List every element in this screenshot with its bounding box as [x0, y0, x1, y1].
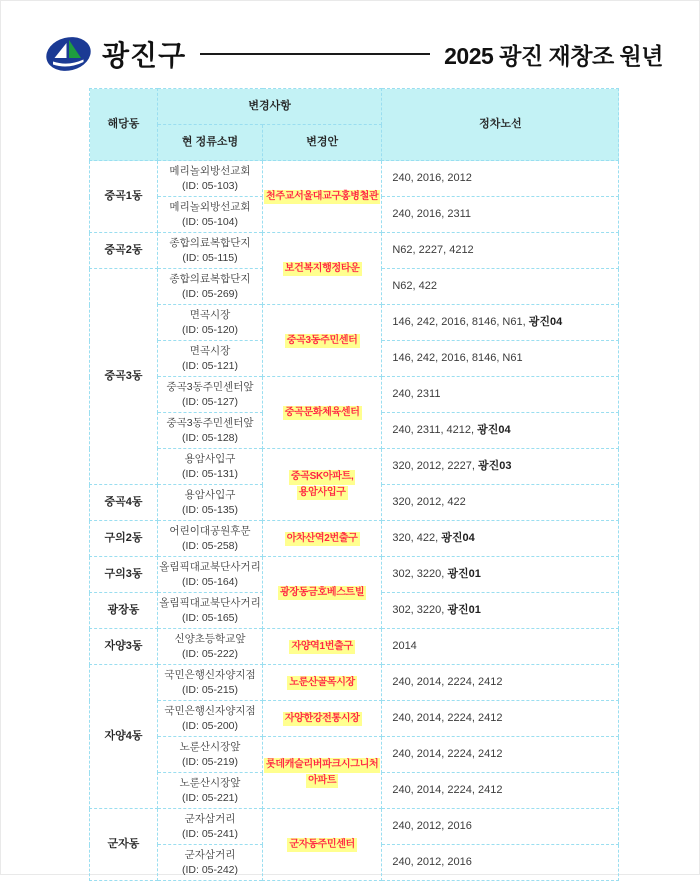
stop-id: (ID: 05-165) [181, 611, 239, 624]
routes-cell [382, 845, 619, 881]
stop-id: (ID: 05-128) [181, 431, 239, 444]
proposal-text: 중곡SK아파트, [289, 470, 356, 485]
table-row [90, 521, 619, 557]
proposal-text: 보건복지행정타운 [283, 262, 362, 277]
header-rule [200, 53, 430, 55]
table-row [90, 737, 619, 773]
stop-name: 면곡시장 [189, 309, 231, 322]
stop-cell [158, 773, 263, 809]
routes-bold-text: 광진04 [477, 424, 511, 437]
stop-cell [158, 809, 263, 845]
table-row [90, 557, 619, 593]
routes-cell [382, 701, 619, 737]
dong-cell: 중곡1동 [90, 161, 158, 233]
routes-cell [382, 233, 619, 269]
routes-text: 2014 [392, 640, 417, 653]
routes-cell [382, 593, 619, 629]
routes-cell [382, 809, 619, 845]
routes-text: 240, 2311, 4212, [392, 424, 478, 437]
dong-cell: 광장동 [90, 593, 158, 629]
stop-name: 종합의료복합단지 [169, 237, 251, 250]
stop-cell [158, 593, 263, 629]
routes-cell [382, 269, 619, 305]
proposal-text: 자양한강전통시장 [283, 712, 362, 727]
stop-id: (ID: 05-135) [181, 503, 239, 516]
stop-cell [158, 737, 263, 773]
routes-cell [382, 629, 619, 665]
table-row [90, 449, 619, 485]
stop-id: (ID: 05-127) [181, 395, 239, 408]
routes-text: 240, 2016, 2311 [392, 208, 472, 221]
table-row [90, 665, 619, 701]
stop-cell [158, 413, 263, 449]
stop-id: (ID: 05-104) [181, 215, 239, 228]
proposal-text: 자양역1번출구 [289, 640, 354, 655]
routes-bold-text: 광진04 [528, 316, 563, 329]
routes-text: 240, 2014, 2224, 2412 [392, 784, 503, 797]
stop-id: (ID: 05-131) [181, 467, 239, 480]
stop-id: (ID: 05-269) [181, 287, 239, 300]
routes-cell [382, 665, 619, 701]
dong-cell: 중곡2동 [90, 233, 158, 269]
stop-id: (ID: 05-221) [181, 791, 239, 804]
col-header-proposal: 변경안 [263, 125, 382, 161]
stop-name: 메리놀외방선교회 [169, 165, 251, 178]
table-row [90, 161, 619, 197]
routes-text: 146, 242, 2016, 8146, N61, [392, 316, 529, 329]
proposal-text: 중곡문화체육센터 [283, 406, 362, 421]
routes-text: 240, 2014, 2224, 2412 [392, 712, 503, 725]
stop-cell [158, 269, 263, 305]
stop-cell [158, 485, 263, 521]
col-header-dong: 해당동 [90, 89, 158, 161]
stop-name: 용암사입구 [184, 453, 236, 466]
proposal-text: 아차산역2번출구 [285, 532, 360, 547]
table-row [90, 809, 619, 845]
stop-cell [158, 341, 263, 377]
dong-cell: 구의3동 [90, 557, 158, 593]
routes-text: N62, 422 [392, 280, 437, 293]
stop-id: (ID: 05-242) [181, 863, 239, 876]
stop-id: (ID: 05-215) [181, 683, 239, 696]
stop-cell [158, 449, 263, 485]
stop-id: (ID: 05-258) [181, 539, 239, 552]
dong-cell: 자양3동 [90, 629, 158, 665]
stop-cell [158, 305, 263, 341]
col-header-current-stop: 현 정류소명 [158, 125, 263, 161]
proposal-cell [263, 377, 382, 449]
routes-cell [382, 557, 619, 593]
proposal-text: 아파트 [306, 774, 338, 789]
routes-cell [382, 449, 619, 485]
routes-text: 240, 2012, 2016 [392, 856, 472, 869]
stop-cell [158, 629, 263, 665]
dong-cell: 중곡4동 [90, 485, 158, 521]
routes-bold-text: 광진03 [477, 460, 512, 473]
page-header [45, 34, 663, 74]
stop-name: 국민은행신자양지점 [164, 705, 256, 718]
stop-cell [158, 845, 263, 881]
proposal-cell [263, 161, 382, 233]
stop-id: (ID: 05-164) [181, 575, 239, 588]
stop-id: (ID: 05-219) [181, 755, 239, 768]
stop-rename-table [89, 88, 619, 881]
routes-text: 240, 2016, 2012 [392, 172, 472, 185]
proposal-text: 중곡3동주민센터 [285, 334, 360, 349]
stop-cell [158, 521, 263, 557]
proposal-text: 천주교서울대교구홍병철관 [264, 190, 380, 205]
table-row [90, 629, 619, 665]
routes-text: 146, 242, 2016, 8146, N61 [392, 352, 523, 365]
stop-name: 중곡3동주민센터앞 [166, 417, 254, 430]
routes-cell [382, 377, 619, 413]
proposal-text: 롯데캐슬리버파크시그니처 [264, 758, 380, 773]
stop-id: (ID: 05-103) [181, 179, 239, 192]
routes-bold-text: 광진04 [441, 532, 475, 545]
proposal-cell [263, 521, 382, 557]
stop-name: 면곡시장 [189, 345, 231, 358]
stop-cell [158, 701, 263, 737]
table-row [90, 377, 619, 413]
stop-cell [158, 197, 263, 233]
stop-name: 중곡3동주민센터앞 [166, 381, 254, 394]
proposal-cell [263, 629, 382, 665]
routes-cell [382, 485, 619, 521]
header-slogan: 2025 광진 재창조 원년 [444, 42, 663, 69]
col-header-routes: 정차노선 [382, 89, 619, 161]
routes-text: 240, 2014, 2224, 2412 [392, 676, 503, 689]
stop-name: 어린이대공원후문 [169, 525, 251, 538]
stop-id: (ID: 05-121) [181, 359, 239, 372]
table-row [90, 305, 619, 341]
proposal-cell [263, 809, 382, 881]
proposal-text: 군자동주민센터 [287, 838, 357, 853]
routes-cell [382, 413, 619, 449]
table-row [90, 701, 619, 737]
routes-cell [382, 521, 619, 557]
stop-name: 메리놀외방선교회 [169, 201, 251, 214]
stop-name: 국민은행신자양지점 [164, 669, 256, 682]
routes-bold-text: 광진01 [447, 568, 481, 581]
stop-name: 노룬산시장앞 [179, 777, 241, 790]
table-row [90, 233, 619, 269]
routes-text: N62, 2227, 4212 [392, 244, 474, 257]
proposal-cell [263, 449, 382, 521]
proposal-cell [263, 737, 382, 809]
stop-id: (ID: 05-120) [181, 323, 239, 336]
proposal-cell [263, 305, 382, 377]
stop-cell [158, 665, 263, 701]
dong-cell: 자양4동 [90, 665, 158, 809]
routes-text: 240, 2014, 2224, 2412 [392, 748, 503, 761]
routes-text: 240, 2311 [392, 388, 441, 401]
stop-name: 올림픽대교북단사거리 [159, 561, 261, 574]
stop-name: 노룬산시장앞 [179, 741, 241, 754]
stop-id: (ID: 05-241) [181, 827, 239, 840]
dong-cell: 구의2동 [90, 521, 158, 557]
stop-id: (ID: 05-115) [182, 251, 238, 264]
gwangjin-gu-logo-icon [45, 35, 92, 73]
stop-id: (ID: 05-200) [181, 719, 239, 732]
gu-name: 광진구 [102, 40, 187, 71]
routes-text: 320, 2012, 2227, [392, 460, 478, 473]
routes-text: 240, 2012, 2016 [392, 820, 472, 833]
stop-name: 군자삼거리 [184, 849, 236, 862]
proposal-text: 광장동금호베스트빌 [278, 586, 366, 601]
stop-name: 용암사입구 [184, 489, 236, 502]
routes-cell [382, 341, 619, 377]
stop-cell [158, 557, 263, 593]
stop-name: 종합의료복합단지 [169, 273, 251, 286]
routes-text: 302, 3220, [392, 568, 448, 581]
routes-cell [382, 773, 619, 809]
routes-cell [382, 161, 619, 197]
dong-cell: 군자동 [90, 809, 158, 881]
routes-cell [382, 305, 619, 341]
stop-name: 올림픽대교북단사거리 [159, 597, 261, 610]
stop-cell [158, 233, 263, 269]
routes-text: 302, 3220, [392, 604, 448, 617]
proposal-cell [263, 233, 382, 305]
routes-bold-text: 광진01 [447, 604, 481, 617]
proposal-text: 노룬산골목시장 [287, 676, 357, 691]
stop-cell [158, 377, 263, 413]
proposal-cell [263, 701, 382, 737]
proposal-cell [263, 557, 382, 629]
stop-name: 신양초등학교앞 [174, 633, 246, 646]
proposal-text: 용암사입구 [297, 486, 348, 501]
dong-cell: 중곡3동 [90, 269, 158, 485]
stop-id: (ID: 05-222) [181, 647, 239, 660]
stop-cell [158, 161, 263, 197]
stop-name: 군자삼거리 [184, 813, 236, 826]
proposal-cell [263, 665, 382, 701]
routes-text: 320, 2012, 422 [392, 496, 466, 509]
col-header-changes: 변경사항 [158, 89, 382, 125]
routes-text: 320, 422, [392, 532, 442, 545]
routes-cell [382, 197, 619, 233]
routes-cell [382, 737, 619, 773]
